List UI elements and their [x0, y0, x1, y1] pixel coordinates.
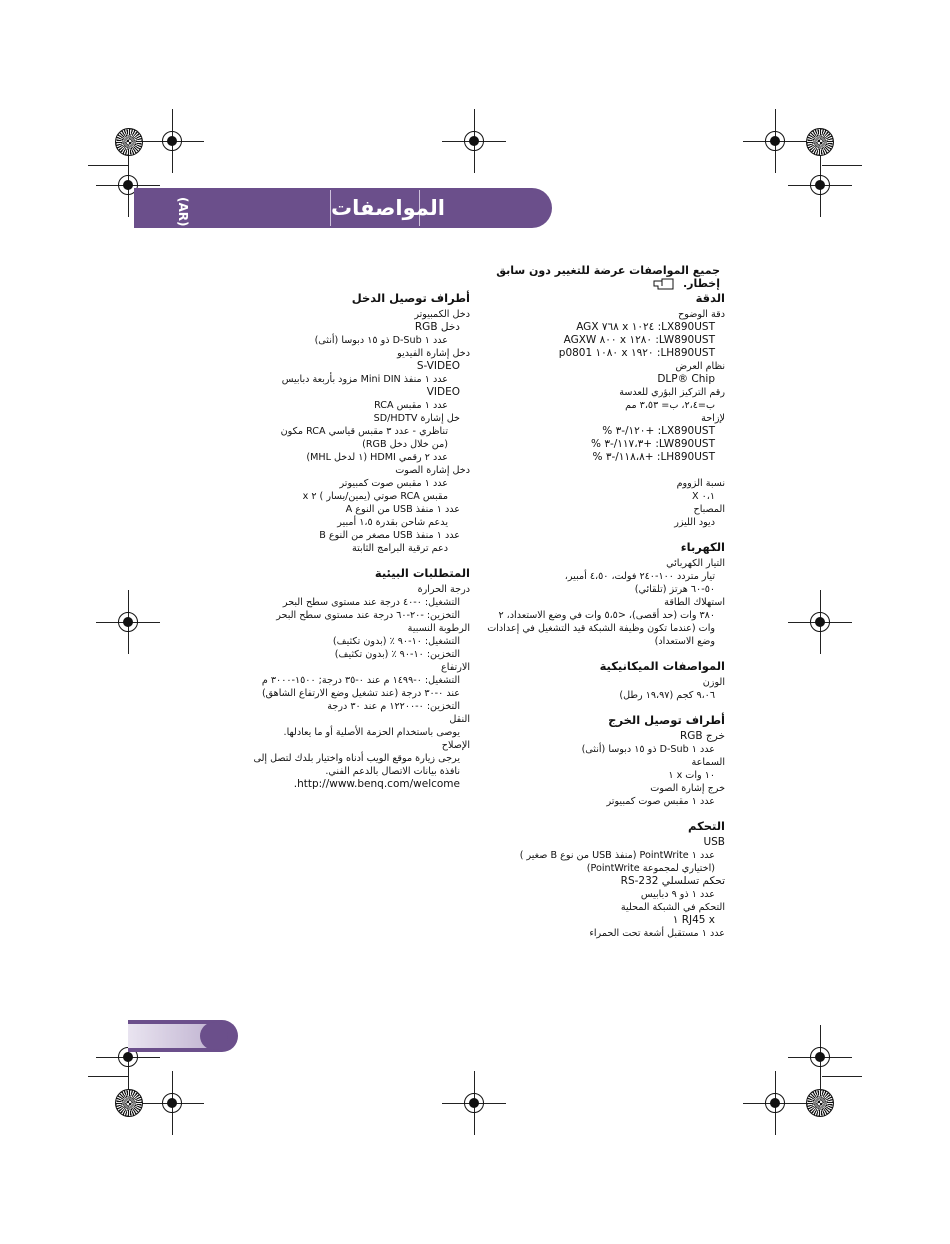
crop-line [88, 165, 128, 166]
right-column [480, 292, 725, 940]
spec-line: DLP® Chip [657, 373, 715, 385]
spec-line: عدد ١ مقبس RCA [374, 400, 448, 411]
page-title: المواصفات [330, 190, 420, 226]
spec-line: التيار الكهربائي [666, 558, 725, 569]
spec-line: يرجى زيارة موقع الويب أدناه واختيار بلدك لتصل إلى [253, 753, 460, 764]
spec-line: درجة الحرارة [417, 584, 470, 595]
spec-line: RJ45 x ١ [672, 914, 715, 926]
spec-line: دعم ترقية البرامج الثابتة [351, 543, 448, 554]
spec-line: ٥٠-٦٠ هرتز (تلقائي) [634, 584, 715, 595]
spec-line: تناظري - عدد ٣ مقبس قياسي RCA مكون [280, 426, 448, 437]
spacer [480, 464, 725, 477]
spec-line: يدعم شاحن بقدرة ١،٥ أمبير [337, 517, 448, 528]
spec-line: LX890UST: +١٢٠/-٣ % [602, 425, 715, 437]
spec-line: التخزين: -٢٠-٦٠ درجة عند مستوى سطح البحر [276, 610, 460, 621]
left-column [180, 292, 470, 791]
color-target-bottom-left [115, 1089, 143, 1117]
spec-line: نافذة بيانات الاتصال بالدعم الفني. [325, 766, 460, 777]
spec-line: ديود الليزر [674, 517, 715, 528]
spec-line: الارتفاع [441, 662, 470, 673]
spec-line: الإصلاح [441, 740, 470, 751]
spec-line: LH890UST: ١٩٢٠ x ١٠٨٠ p0801 [558, 347, 715, 359]
section-heading: أطراف توصيل الدخل [351, 291, 470, 305]
spec-line: LW890UST: +١١٧،٣/-٣ % [590, 438, 715, 450]
spec-line: عدد ١ منفذ USB مصغر من النوع B [319, 530, 460, 541]
spec-line: الرطوبة النسبية [407, 623, 470, 634]
section-heading: المواصفات الميكانيكية [599, 659, 725, 673]
crop-line [822, 1076, 862, 1077]
spec-line: لإزاحة [701, 413, 725, 424]
color-target-top-left [115, 128, 143, 156]
spec-line: تيار متردد ١٠٠-٢٤٠ فولت، ٤،٥٠ أمبير، [564, 571, 715, 582]
spec-line: التشغيل: ٠-١٤٩٩ م عند ٠-٣٥ درجة; ١٥٠٠-٣٠٠٠ م [261, 675, 460, 686]
crop-line [88, 1076, 128, 1077]
spec-line: ٩،٠٦ كجم (١٩،٩٧ رطل) [619, 690, 715, 701]
note-line [470, 264, 720, 290]
spec-line: عدد ١ منفذ Mini DIN مزود بأربعة دبابيس [281, 374, 448, 385]
section-heading: التحكم [688, 819, 725, 833]
spec-line: عدد ٢ رقمي HDMI (١ لدخل MHL) [306, 452, 448, 463]
note-text: جميع المواصفات عرضة للتغيير دون سابق إخطار. [496, 264, 720, 290]
spec-line: عدد ١ منفذ USB من النوع A [345, 504, 460, 515]
spec-line: http://www.benq.com/welcome. [293, 778, 460, 790]
spec-line: عدد ١ مقبس صوت كمبيوتر [606, 796, 715, 807]
spec-line: نسبة الزووم [676, 478, 725, 489]
spec-line: رقم التركيز البؤري للعدسة [619, 387, 725, 398]
spec-line: دخل الكمبيوتر [414, 309, 470, 320]
spec-line: التشغيل: ٠-٤٠ درجة عند مستوى سطح البحر [282, 597, 460, 608]
spec-line: النقل [449, 714, 470, 725]
spec-line: VIDEO [426, 386, 460, 398]
spec-line: ١٠ وات x ١ [668, 770, 715, 781]
spec-line: عدد ١ D-Sub ذو ١٥ دبوسا (أنثى) [314, 335, 448, 346]
spec-line: التحكم في الشبكة المحلية [620, 902, 725, 913]
spec-line: عدد ١ PointWrite (منفذ USB من نوع B صغير ) [519, 850, 715, 861]
spec-line: تحكم تسلسلي RS-232 [620, 875, 725, 887]
section-heading: أطراف توصيل الخرج [608, 713, 725, 727]
spec-line: يوصى باستخدام الحزمة الأصلية أو ما يعادلها. [283, 727, 460, 738]
spec-line: خرج إشارة الصوت [650, 783, 725, 794]
spec-line: التخزين: ١٠-٩٠ ٪ (بدون تكثيف) [334, 649, 460, 660]
spec-line: ٠،١ X [691, 491, 715, 502]
color-target-bottom-right [806, 1089, 834, 1117]
spec-line: LX890UST: ١٠٢٤ x ٧٦٨ AGX [576, 321, 715, 333]
spec-line: خل إشارة SD/HDTV [373, 413, 460, 424]
spec-line: (من خلال دخل RGB) [362, 439, 448, 450]
section-heading: الدقة [695, 291, 725, 305]
spec-line: عدد ١ مقبس صوت كمبيوتر [339, 478, 448, 489]
spec-line: التخزين: ٠-١٢٢٠٠ م عند ٣٠ درجة [327, 701, 460, 712]
spec-line: استهلاك الطاقة [664, 597, 725, 608]
spec-line: LW890UST: ١٢٨٠ x ٨٠٠ AGXW [563, 334, 715, 346]
spec-line: نظام العرض [675, 361, 725, 372]
spec-line: عند ٠-٣٠ درجة (عند تشغيل وضع الارتفاع الشاهق) [261, 688, 460, 699]
spec-line: ٣٨٠ وات (حد أقصى)، <٥،٥ وات في وضع الاستعداد، ٢ [498, 610, 715, 621]
color-target-top-right [806, 128, 834, 156]
spec-line: وات (عندما تكون وظيفة الشبكة قيد التشغيل في إعدادات [487, 623, 715, 634]
spec-line: دقة الوضوح [678, 309, 725, 320]
language-code: (AR) [176, 197, 190, 227]
spec-line: ب=٢،٤، ب= ٣،٥٣ مم [625, 400, 715, 411]
hand-pointer-icon [653, 278, 675, 290]
spec-line: عدد ١ مستقبل أشعة تحت الحمراء [589, 928, 725, 939]
spec-line: دخل RGB [414, 321, 460, 333]
crop-line [822, 165, 862, 166]
spec-line: الوزن [702, 677, 725, 688]
spec-line: S-VIDEO [416, 360, 460, 372]
page-number-circle [200, 1022, 228, 1050]
spec-line: (اختياري لمجموعة PointWrite) [586, 863, 715, 874]
spec-line: السماعة [691, 757, 725, 768]
spec-line: LH890UST: +١١٨،٨/-٣ % [592, 451, 715, 463]
spec-line: مقبس RCA صوتي (يمين/يسار ) ٢ x [302, 491, 448, 502]
spec-line: المصباح [693, 504, 725, 515]
spec-line: عدد ١ ذو ٩ دبابيس [640, 889, 715, 900]
spec-line: دخل إشارة الصوت [395, 465, 470, 476]
spec-line: عدد ١ D-Sub ذو ١٥ دبوسا (أنثى) [581, 744, 715, 755]
section-heading: المتطلبات البيئية [374, 566, 470, 580]
spec-line: وضع الاستعداد) [654, 636, 715, 647]
section-heading: الكهرباء [680, 540, 725, 554]
spec-line: USB [703, 836, 725, 848]
spec-line: دخل إشارة الفيديو [397, 348, 470, 359]
spec-line: خرج RGB [679, 730, 725, 742]
spec-line: التشغيل: ١٠-٩٠ ٪ (بدون تكثيف) [332, 636, 460, 647]
